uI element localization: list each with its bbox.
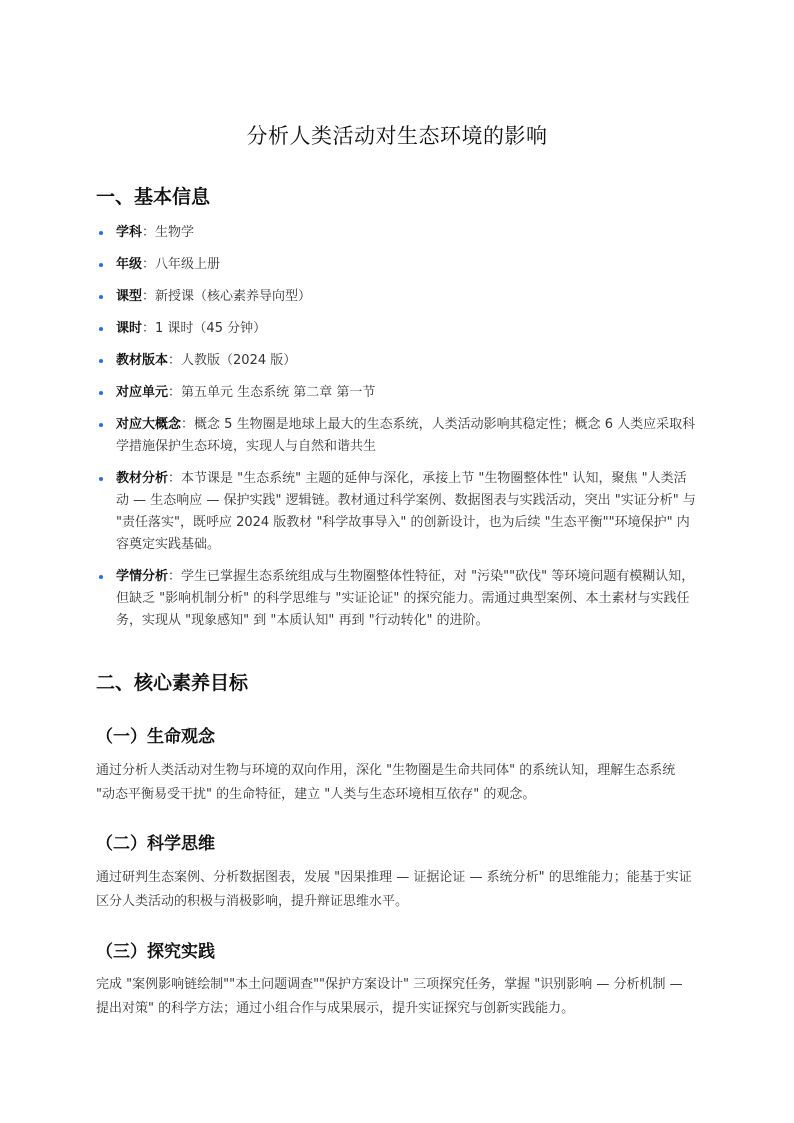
paragraph-life-concept: 通过分析人类活动对生物与环境的双向作用，深化 "生物圈是生命共同体" 的系统认知，理解生态系统 "动态平衡易受干扰" 的生命特征，建立 "人类与生态环境相互依存" 的观念。 — [96, 763, 676, 802]
subsection-heading-life-concept: （一）生命观念 — [96, 727, 215, 747]
info-value: 新授课（核心素养导向型） — [155, 289, 312, 304]
info-key: 对应单元 — [116, 385, 169, 400]
section-heading-basic-info: 一、基本信息 — [96, 186, 211, 208]
info-key: 学情分析 — [116, 569, 169, 584]
info-sep: ： — [142, 289, 156, 304]
bullet-icon — [99, 575, 103, 579]
info-value: 本节课是 "生态系统" 主题的延伸与深化，承接上节 "生物圈整体性" 认知，聚焦 "人类活动 — 生态响应 — 保护实践" 逻辑链。教材通过科学案例、数据图表与实践活动，突出 "实证分析" 与 "责任落实"，既呼应 2024 版教材 "科学故事导入" 的创新设计，也为后续 "生态平衡""环境保护" 内容奠定实践基础。 — [116, 471, 696, 552]
info-item-grade — [96, 254, 698, 276]
bullet-icon — [99, 359, 103, 363]
bullet-icon — [99, 231, 103, 235]
info-item-textbook-analysis — [96, 468, 698, 556]
basic-info-list — [96, 222, 698, 642]
info-item-big-concept — [96, 414, 698, 458]
info-sep: ： — [142, 257, 156, 272]
bullet-icon — [99, 423, 103, 427]
info-sep: ： — [142, 321, 156, 336]
paragraph-scientific-thinking: 通过研判生态案例、分析数据图表，发展 "因果推理 — 证据论证 — 系统分析" 的思维能力；能基于实证区分人类活动的积极与消极影响，提升辩证思维水平。 — [96, 870, 692, 909]
info-item-subject — [96, 222, 698, 244]
bullet-icon — [99, 295, 103, 299]
info-key: 对应大概念 — [116, 417, 182, 432]
info-value: 第五单元 生态系统 第二章 第一节 — [181, 385, 376, 400]
info-sep: ： — [168, 353, 182, 368]
section-heading-core-goals: 二、核心素养目标 — [96, 672, 249, 694]
info-value: 学生已掌握生态系统组成与生物圈整体性特征，对 "污染""砍伐" 等环境问题有模糊认知，但缺乏 "影响机制分析" 的科学思维与 "实证论证" 的探究能力。需通过典型案例、本土素材与实践任务，实现从 "现象感知" 到 "本质认知" 再到 "行动转化" 的进阶。 — [116, 569, 695, 628]
info-key: 课时 — [116, 321, 143, 336]
info-value: 八年级上册 — [155, 257, 221, 272]
bullet-icon — [99, 263, 103, 267]
info-key: 学科 — [116, 225, 143, 240]
bullet-icon — [99, 477, 103, 481]
info-sep: ： — [168, 569, 182, 584]
info-item-duration — [96, 318, 698, 340]
info-sep: ： — [142, 225, 156, 240]
bullet-icon — [99, 391, 103, 395]
info-item-edition — [96, 350, 698, 372]
info-sep: ： — [181, 417, 195, 432]
subsection-heading-inquiry-practice: （三）探究实践 — [96, 942, 215, 962]
info-sep: ： — [168, 471, 182, 486]
info-key: 课型 — [116, 289, 143, 304]
info-item-unit — [96, 382, 698, 404]
info-value: 概念 5 生物圈是地球上最大的生态系统，人类活动影响其稳定性；概念 6 人类应采取科学措施保护生态环境，实现人与自然和谐共生 — [116, 417, 696, 454]
document-title: 分析人类活动对生态环境的影响 — [246, 124, 548, 148]
info-value: 人教版（2024 版） — [181, 353, 297, 368]
subsection-heading-scientific-thinking: （二）科学思维 — [96, 834, 215, 854]
info-value: 1 课时（45 分钟） — [155, 321, 267, 336]
bullet-icon — [99, 327, 103, 331]
info-sep: ： — [168, 385, 182, 400]
info-key: 教材版本 — [116, 353, 169, 368]
info-item-student-analysis — [96, 566, 698, 632]
info-item-lesson-type — [96, 286, 698, 308]
paragraph-inquiry-practice: 完成 "案例影响链绘制""本土问题调查""保护方案设计" 三项探究任务，掌握 "识别影响 — 分析机制 — 提出对策" 的科学方法；通过小组合作与成果展示，提升实证探究与创新实践能力。 — [96, 977, 683, 1016]
info-key: 教材分析 — [116, 471, 169, 486]
info-key: 年级 — [116, 257, 143, 272]
info-value: 生物学 — [155, 225, 195, 240]
